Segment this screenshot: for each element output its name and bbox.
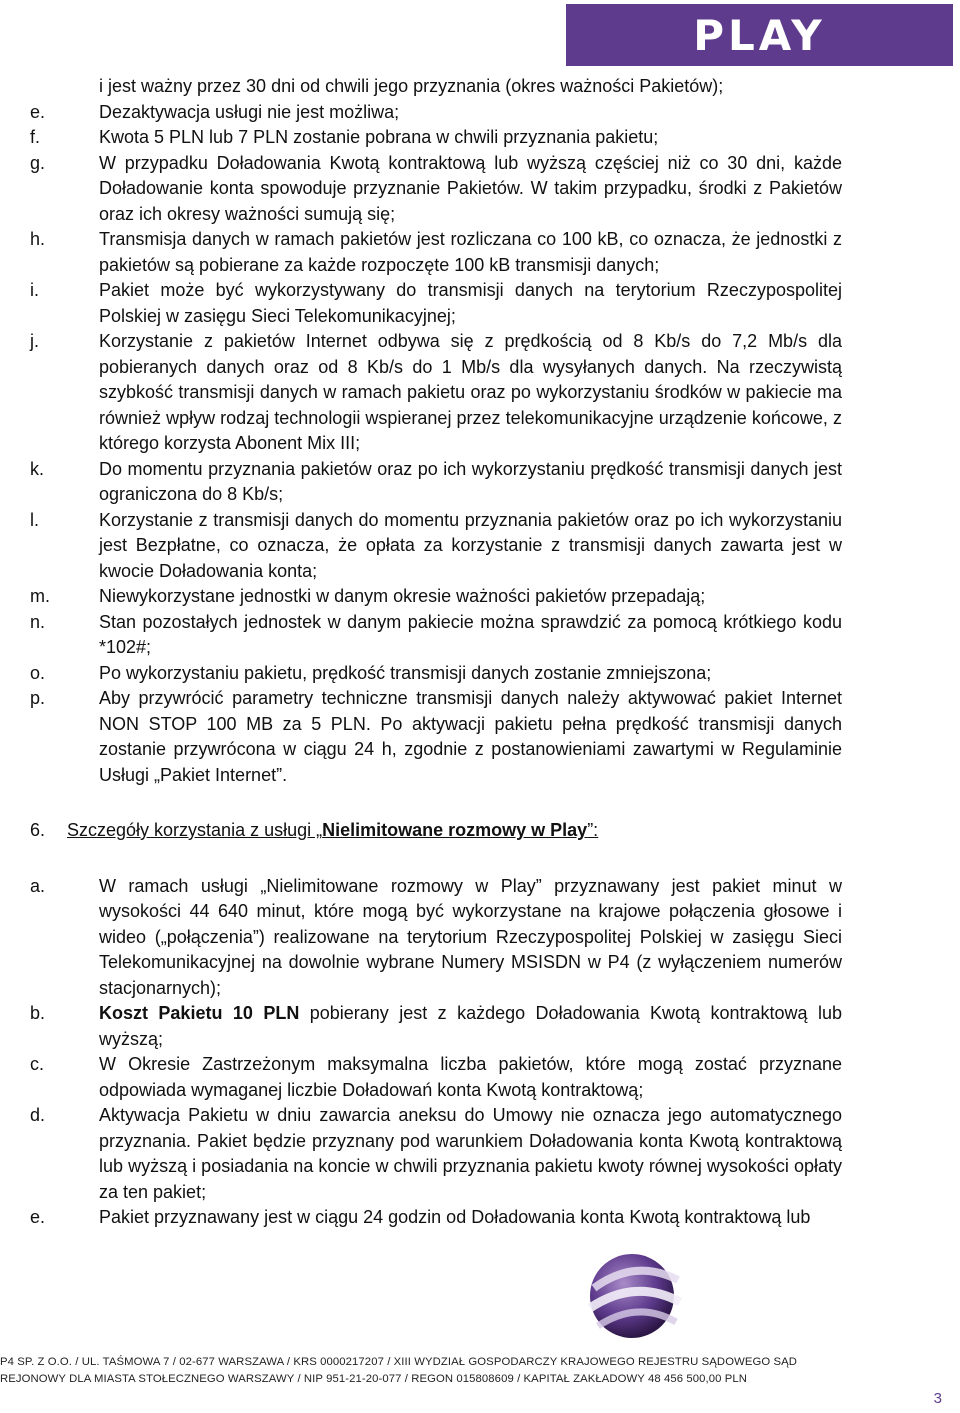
list-item — [30, 661, 842, 687]
list-item-label: h. — [30, 229, 46, 249]
list-item-text: W ramach usługi „Nielimitowane rozmowy w Play” przyznawany jest pakiet minut w wysokości 44 640 minut, które mogą być wykorzystane na krajowe połączenia głosowe i wideo („połączenia”) realizowane na terytorium Rzeczypospolitej Polskiej w zasięgu Sieci Telekomunikacyjnej na dowolnie wybrane Numery MSISDN w P4 (z wyłączeniem numerów stacjonarnych); — [99, 875, 842, 998]
list-item — [30, 1001, 842, 1052]
list-item-text: Dezaktywacja usługi nie jest możliwa; — [99, 101, 400, 122]
list-item — [30, 457, 842, 508]
list-item — [30, 227, 842, 278]
list-item-label: a. — [30, 875, 46, 896]
section-title-prefix: Szczegóły korzystania z usługi „ — [67, 820, 323, 840]
list-item-text — [99, 1001, 842, 1052]
list-item-label: m. — [30, 586, 50, 606]
list-item-text: W Okresie Zastrzeżonym maksymalna liczba pakietów, które mogą zostać przyznane odpowiada wymaganej liczbie Doładowań konta Kwotą kontraktową; — [99, 1054, 842, 1100]
list-item-text: Stan pozostałych jednostek w danym pakiecie można sprawdzić za pomocą krótkiego kodu *102#; — [99, 611, 842, 657]
section-title-suffix: ”: — [587, 820, 599, 840]
list-item-label: p. — [30, 688, 46, 708]
list-item-label: g. — [30, 152, 46, 173]
list-item-label: b. — [30, 1003, 46, 1023]
list-item — [30, 584, 842, 610]
continuation-text: i jest ważny przez 30 dni od chwili jego przyznania (okres ważności Pakietów); — [99, 76, 724, 96]
list-item-text: Niewykorzystane jednostki w danym okresie ważności pakietów przepadają; — [99, 586, 706, 606]
list-item — [30, 329, 842, 457]
list-item-label: o. — [30, 662, 46, 683]
section-6-heading — [30, 818, 842, 844]
list-item — [30, 686, 842, 788]
footer-line-2: REJONOWY DLA MIASTA STOŁECZNEGO WARSZAWY / NIP 951-21-20-077 / REGON 015808609 / KAPITAŁ ZAKŁADOWY 48 456 500,00 PLN — [0, 1373, 748, 1385]
list-item — [30, 508, 842, 585]
list-item — [30, 1052, 842, 1103]
list-item-text: Pakiet przyznawany jest w ciągu 24 godzin od Doładowania konta Kwotą kontraktową lub — [99, 1207, 811, 1227]
list-item-rest: pobierany jest z każdego Doładowania Kwotą kontraktową lub wyższą; — [99, 1003, 842, 1049]
list-item-text: W przypadku Doładowania Kwotą kontraktową lub wyższą częściej niż co 30 dni, każde Doładowanie konta spowoduje przyznanie Pakietów. W takim przypadku, środki z Pakietów oraz ich okresy ważności sumują się; — [99, 152, 842, 224]
list-item-text: Pakiet może być wykorzystywany do transmisji danych na terytorium Rzeczypospolitej Polskiej w zasięgu Sieci Telekomunikacyjnej; — [99, 280, 842, 326]
list-item — [30, 874, 842, 1002]
list-item-label: e. — [30, 101, 46, 122]
list-item — [30, 610, 842, 661]
list-item-label: n. — [30, 611, 46, 632]
list-unlimited-calls — [30, 874, 842, 1231]
list-item-label: c. — [30, 1054, 45, 1074]
play-logo — [566, 4, 953, 66]
list-item — [30, 125, 842, 151]
list-item-text: Korzystanie z pakietów Internet odbywa się z prędkością od 8 Kb/s do 7,2 Mb/s dla pobieranych danych oraz od 8 Kb/s do 1 Mb/s dla wysyłanych danych. Na rzeczywistą szybkość transmisji danych w ramach pakietu oraz po wykorzystaniu środków w pakiecie ma również wpływ rodzaj technologii wspieranej przez telekomunikacyjne urządzenie końcowe, z którego korzysta Abonent Mix III; — [99, 331, 842, 453]
play-globe-icon — [580, 1248, 690, 1348]
list-item-label: d. — [30, 1105, 46, 1125]
list-item-label: k. — [30, 458, 45, 479]
section-title — [67, 818, 598, 844]
list-item-bold: Koszt Pakietu 10 PLN — [99, 1003, 300, 1023]
list-item-text: Po wykorzystaniu pakietu, prędkość transmisji danych zostanie zmniejszona; — [99, 662, 712, 683]
list-data-packages — [30, 100, 842, 789]
list-item — [30, 1205, 842, 1231]
list-item-label: j. — [30, 331, 39, 351]
footer — [0, 1354, 960, 1388]
list-item — [30, 278, 842, 329]
list-item-text: Aby przywrócić parametry techniczne transmisji danych należy aktywować pakiet Internet NON STOP 100 MB za 5 PLN. Po aktywacji pakietu pełna prędkość transmisji danych zostanie przywrócona w ciągu 24 h, zgodnie z postanowieniami zawartymi w Regulaminie Usługi „Pakiet Internet”. — [99, 688, 842, 785]
list-item — [30, 1103, 842, 1205]
list-item-label: e. — [30, 1207, 46, 1227]
list-item-text: Do momentu przyznania pakietów oraz po ich wykorzystaniu prędkość transmisji danych jest ograniczona do 8 Kb/s; — [99, 458, 842, 504]
list-item-text: Kwota 5 PLN lub 7 PLN zostanie pobrana w chwili przyznania pakietu; — [99, 127, 659, 147]
document-body — [30, 74, 842, 1231]
section-title-bold: Nielimitowane rozmowy w Play — [322, 820, 588, 840]
list-item-text: Transmisja danych w ramach pakietów jest rozliczana co 100 kB, co oznacza, że jednostki z pakietów są pobierane za każde rozpoczęte 100 kB transmisji danych; — [99, 229, 842, 275]
list-item-label: l. — [30, 509, 39, 530]
list-item-text: Aktywacja Pakietu w dniu zawarcia aneksu do Umowy nie oznacza jego automatycznego przyznania. Pakiet będzie przyznany pod warunkiem Doładowania konta Kwotą kontraktową lub wyższą i posiadania na koncie w chwili przyznania pakietu kwoty równej wysokości opłaty za ten pakiet; — [99, 1105, 842, 1202]
list-item-label: f. — [30, 127, 41, 147]
list-item-label: i. — [30, 280, 39, 300]
logo-text: PLAY — [693, 10, 826, 60]
list-item — [30, 151, 842, 228]
footer-line-1: P4 SP. Z O.O. / UL. TAŚMOWA 7 / 02-677 WARSZAWA / KRS 0000217207 / XIII WYDZIAŁ GOSPODARCZY KRAJOWEGO REJESTRU SĄDOWEGO SĄD — [0, 1356, 798, 1368]
list-item-text: Korzystanie z transmisji danych do momentu przyznania pakietów oraz po ich wykorzystaniu jest Bezpłatne, co oznacza, że opłata za korzystanie z transmisji danych zawarta jest w kwocie Doładowania konta; — [99, 509, 842, 581]
page-number: 3 — [933, 1390, 942, 1407]
section-number: 6. — [30, 820, 46, 840]
list-item — [30, 100, 842, 126]
